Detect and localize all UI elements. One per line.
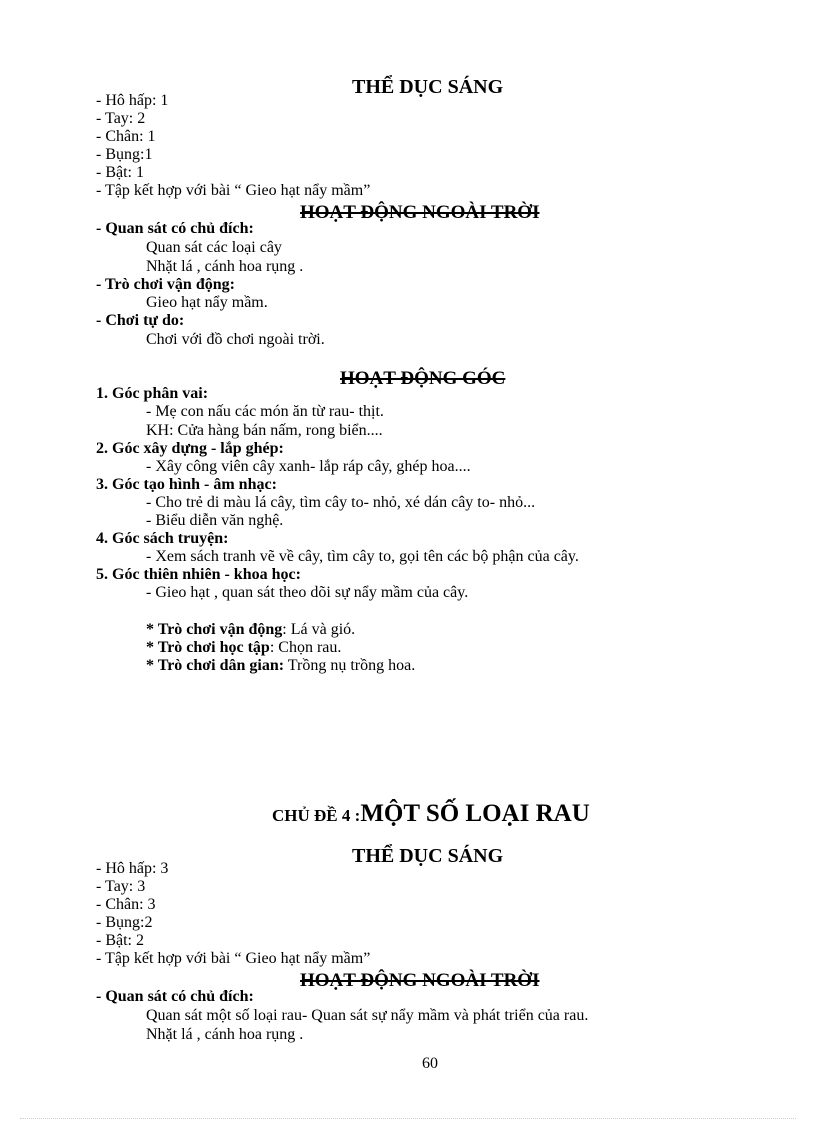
game-line: Gieo hạt nẩy mầm. bbox=[146, 294, 268, 311]
exercise-item: - Hô hấp: 1 bbox=[96, 92, 169, 109]
observe-label: - Quan sát có chủ đích: bbox=[96, 220, 254, 237]
game-folk: * Trò chơi dân gian: Trồng nụ trồng hoa. bbox=[146, 657, 416, 674]
observe-line: Quan sát một số loại rau- Quan sát sự nẩy mầm và phát triển của rau. bbox=[146, 1007, 589, 1024]
exercise-item: - Tay: 2 bbox=[96, 110, 146, 127]
observe-line: Nhặt lá , cánh hoa rụng . bbox=[146, 1026, 304, 1043]
exercise-item: - Hô hấp: 3 bbox=[96, 860, 169, 877]
exercise-item: - Tay: 3 bbox=[96, 878, 146, 895]
corner-1-line: KH: Cửa hàng bán nấm, rong biển.... bbox=[146, 422, 383, 439]
corner-3-line: - Cho trẻ di màu lá cây, tìm cây to- nhỏ, xé dán cây to- nhỏ... bbox=[146, 494, 536, 511]
corner-4-label: 4. Góc sách truyện: bbox=[96, 530, 229, 547]
outdoor-activity-title: HOẠT ĐỘNG NGOÀI TRỜI bbox=[300, 202, 540, 223]
corner-activity-title: HOẠT ĐỘNG GÓC bbox=[340, 368, 506, 389]
exercise-item: - Chân: 1 bbox=[96, 128, 156, 145]
outdoor-activity-title: HOẠT ĐỘNG NGOÀI TRỜI bbox=[300, 970, 540, 991]
corner-4-line: - Xem sách tranh vẽ về cây, tìm cây to, gọi tên các bộ phận của cây. bbox=[146, 548, 579, 565]
observe-line: Quan sát các loại cây bbox=[146, 239, 282, 256]
page-number: 60 bbox=[422, 1055, 438, 1072]
corner-2-label: 2. Góc xây dựng - lắp ghép: bbox=[96, 440, 284, 457]
free-play-line: Chơi với đồ chơi ngoài trời. bbox=[146, 331, 325, 348]
game-motor: * Trò chơi vận động: Lá và gió. bbox=[146, 621, 356, 638]
corner-1-label: 1. Góc phân vai: bbox=[96, 385, 209, 402]
game-label: - Trò chơi vận động: bbox=[96, 276, 235, 293]
observe-line: Nhặt lá , cánh hoa rụng . bbox=[146, 258, 304, 275]
corner-1-line: - Mẹ con nấu các món ăn từ rau- thịt. bbox=[146, 403, 384, 420]
morning-exercise-title: THỂ DỤC SÁNG bbox=[352, 76, 504, 98]
game-learning: * Trò chơi học tập: Chọn rau. bbox=[146, 639, 342, 656]
topic-name: MỘT SỐ LOẠI RAU bbox=[360, 800, 590, 827]
exercise-item: - Chân: 3 bbox=[96, 896, 156, 913]
exercise-item: - Tập kết hợp với bài “ Gieo hạt nẩy mầm” bbox=[96, 950, 371, 967]
exercise-item: - Tập kết hợp với bài “ Gieo hạt nẩy mầm” bbox=[96, 182, 371, 199]
corner-5-line: - Gieo hạt , quan sát theo dõi sự nẩy mầm của cây. bbox=[146, 584, 469, 601]
topic-label: CHỦ ĐỀ 4 : bbox=[272, 806, 361, 825]
page-bottom-divider bbox=[20, 1118, 796, 1119]
exercise-item: - Bật: 1 bbox=[96, 164, 144, 181]
topic-heading bbox=[272, 800, 590, 828]
corner-3-label: 3. Góc tạo hình - âm nhạc: bbox=[96, 476, 277, 493]
observe-label: - Quan sát có chủ đích: bbox=[96, 988, 254, 1005]
morning-exercise-title: THỂ DỤC SÁNG bbox=[352, 845, 504, 867]
corner-5-label: 5. Góc thiên nhiên - khoa học: bbox=[96, 566, 301, 583]
corner-3-line: - Biểu diễn văn nghệ. bbox=[146, 512, 284, 529]
exercise-item: - Bụng:2 bbox=[96, 914, 153, 931]
free-play-label: - Chơi tự do: bbox=[96, 312, 185, 329]
exercise-item: - Bụng:1 bbox=[96, 146, 153, 163]
corner-2-line: - Xây công viên cây xanh- lắp ráp cây, ghép hoa.... bbox=[146, 458, 471, 475]
exercise-item: - Bật: 2 bbox=[96, 932, 144, 949]
